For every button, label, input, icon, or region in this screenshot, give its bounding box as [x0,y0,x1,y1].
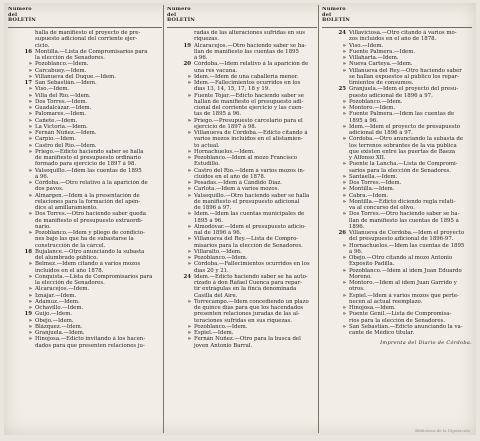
boletin-number: » [342,292,346,299]
entry-text: varios mozos incluidos en el alistamien- [194,136,303,143]
entry-text: Iznájar.—Idem. [35,292,77,299]
boletin-number: » [28,192,32,199]
boletin-number: » [28,67,32,74]
boletin-number: » [187,155,191,161]
boletin-number: » [342,192,346,199]
entry-text: cional del corriente ejercicio y las cuen- [194,105,304,111]
entry-list [322,30,472,336]
entry-text: Carpio.—Idem. [35,136,76,143]
column-header [8,7,162,28]
entry-text: otros. [349,286,365,293]
boletin-number: » [187,73,191,80]
entry-text: Blázquez.—Idem. [35,323,83,330]
entry-text: supuesto adicional del corriente ejer- [35,36,138,43]
entry-text: Dos Torres.—Otro haciendo saber se ha- [349,211,460,218]
boletin-number: » [342,67,346,74]
entry-text: Priego.—Edicto haciendo saber se halla [35,148,144,155]
entry-text: Carcabuey.—Idem. [35,67,87,74]
entry-text: Casilla del Aire. [194,292,238,299]
boletin-number: » [342,123,346,130]
entry-text: de 1896 á 97. [194,205,232,211]
boletin-number: » [28,130,32,136]
entry-text: Villanueva de Córdoba.—Idem el proyecto [349,230,465,236]
entry-text: Palomares.—Idem. [35,111,87,118]
entry-text: Ochavillo.—Idem. [35,305,84,311]
entry-text: Fuente Palmera.—Idem las cuentas de [349,111,455,118]
entry-text: llan de manifiesto las cuentas de 1895 á [349,217,459,224]
entry-text: Villaviciosa.—Otro citando á varios mo- [349,30,457,36]
entry-text: nal de 1896 á 96. [194,230,242,236]
entry-text: Idem.—Idem de una caballería menor. [194,73,299,80]
entry-text: va al concurso del olivo. [349,205,415,211]
entry-text: to actual. [194,142,220,149]
boletin-number: » [342,136,346,143]
entry-text: dice al amillaramiento. [35,205,98,211]
entry-text: la elección de Senadores. [35,55,105,61]
entry-text: formado para ejercicio de 1897 á 98. [35,161,137,168]
entry-text: de manifiesto el presupuesto adicional [194,198,300,205]
boletin-number: » [28,117,32,124]
entry-text: Belmez.—Idem citando á varios mozos [35,261,141,268]
entry-text: radas de las alteraciones sufridas en sus [194,30,305,36]
boletin-number: » [342,186,346,193]
boletin-number: » [342,161,346,168]
entry-text: Viso.—Idem. [35,86,70,93]
entry-text: Dos Torres.—Otro haciendo saber queda [35,211,146,218]
entry-text: y Alfonso XII. [349,155,386,161]
boletin-number: » [28,273,32,280]
entry-text: Posadas.—Idem á Cándido Díaz. [194,180,282,186]
entry-text: presenten relaciones juradas de las al- [194,311,300,318]
entry-text: 1895 á 96. [194,217,223,224]
boletin-number: » [187,236,191,243]
boletin-number: » [342,42,346,49]
entry-text: Adamuz.—Idem. [35,298,80,305]
entry-text: que existen entre las puertas de Baeza [349,148,456,155]
entry-text: tir extrágulas en la finca denominada [194,286,297,293]
entry-text: Castro del Río.—Idem á varios mozos in- [194,167,305,174]
entry-text: Villaharta.—Idem. [349,55,399,61]
entry-text: Córdoba.—Otro anunciando la subasta de [349,136,464,143]
entry-text: La Victoria.—Idem. [35,123,88,130]
entry-text: Villanueva del Rey.—Otro haciendo saber [349,67,462,74]
entry-text: Villanueva del Duque.—Idem. [35,73,116,80]
entry-text: Guadalcázar.—Idem. [35,105,92,111]
entry-text: Cañete.—Idem. [35,117,78,124]
entry-text: cluidos en el año de 1878. [194,173,266,180]
boletin-number: » [28,92,32,99]
boletin-number: » [342,198,346,205]
entry-text: hallan de manifiesto el presupuesto adi- [194,98,304,105]
header-line-3: BOLETÍN [8,17,37,23]
boletin-number: » [342,242,346,249]
boletin-number: 16 [24,48,32,55]
entry-text: Hornachuelos.—Idem. [194,148,255,155]
boletin-number: » [342,55,346,61]
entry-text: Dos Torres.—Idem. [349,180,402,186]
boletin-number: » [342,173,346,180]
boletin-number: » [342,211,346,218]
entry-text: Villa del Río.—Idem. [35,92,91,99]
entry-text: teraciones sufridas en sus riquezas. [194,317,292,324]
boletin-number: 19 [24,311,32,318]
boletin-page [4,3,476,435]
entry-text: Pozoblanco.—Idem. [349,98,403,105]
boletin-number: 17 [24,80,32,86]
boletin-number: 26 [338,230,346,236]
boletin-number: » [28,148,32,155]
boletin-number: » [28,286,32,293]
entry-text: tas de 1895 á 96. [194,111,242,118]
entry-text: Obejo.—Otro citando al mozo Antonio [349,255,453,261]
entry-text: Villanueva del Rey.—Lista de Compro- [194,236,299,243]
boletin-number: » [28,61,32,68]
boletin-number: » [342,111,346,118]
boletin-number: » [187,336,191,343]
boletin-number: » [187,80,191,86]
boletin-number: » [28,336,32,343]
entry-text: Castro del Río.—Idem. [35,142,97,149]
entry-text: Valsequillo.—Idem las cuentas de 1895 [35,167,142,174]
boletin-number: » [342,180,346,186]
header-line-3: BOLETÍN [322,17,351,23]
entry-text: dos pavos. [35,186,64,193]
entry-text: Conquista.—Lista de Compromisarios para [35,273,153,280]
column-divider [318,5,319,433]
entry-text: Fuente Tójar.—Edicto haciendo saber se [194,92,304,99]
header-line-3: BOLETÍN [167,17,196,23]
entry-text: una res vacuna. [194,67,238,74]
entry-text: Hinojosa.—Idem. [349,305,396,311]
entry-text: construcción de la cárcel. [35,242,106,249]
boletin-number: » [342,98,346,105]
entry-text: Alcaracejos.—Idem. [35,286,90,293]
entry-text: Almargen.—Idem á la presentación de [35,192,140,199]
entry-text: Pozoblanco.—Idem. [194,255,248,261]
entry-text: 1895 á 96. [349,117,378,124]
boletin-number: » [28,330,32,336]
boletin-number: » [342,105,346,111]
entry-text: Fernán Núñez.—Otro para la busca del [194,336,301,343]
entry-text: Pozoblanco.—Idem y pliego de condicio- [35,230,145,236]
boletin-number: » [28,261,32,268]
boletin-number: » [28,292,32,299]
entry-text: se hallan expuestos al público los repar- [349,73,459,80]
index-column-2 [167,7,317,431]
entry-line [322,330,472,336]
boletin-number: » [28,105,32,111]
entry-text: joven Antonio Barral. [194,342,253,349]
entry-text: Viso.—Idem. [349,42,384,49]
boletin-number: 20 [183,61,191,68]
entry-text: Santaella.—Idem. [349,173,398,180]
entry-text: de quince días para que los hacendados [194,305,304,311]
entry-text: de manifiesto el presupuesto extraordi- [35,217,143,224]
entry-text: Puente Genil.—Lista de Compromisa- [349,311,452,318]
entry-text: Carlota.—Idem á varios mozos. [194,186,280,193]
entry-text: rios para la elección de Senadores. [349,317,446,324]
entry-text: rizado á don Rafael Cuenca para repar- [194,280,303,286]
entry-text: llan de manifiesto las cuentas de 1895 [194,48,299,55]
boletin-number: » [187,130,191,136]
entry-text: Puente la Lancha.—Lista de Compromi- [349,161,458,168]
entry-text: halla de manifiesto el proyecto de pre- [35,30,141,36]
entry-text: Pozoblanco.—Idem. [194,323,248,330]
entry-list [167,30,317,349]
boletin-number: » [342,323,346,330]
entry-text: Montoro.—Idem al idem Juan Garrido y [349,280,457,286]
entry-text: Fernán Núñez.—Idem. [35,130,97,136]
entry-text: Cabra.—Idem. [349,192,389,199]
entry-text: Dos Torres.—Idem. [35,98,88,105]
boletin-number: » [187,186,191,193]
entry-text: Pozoblanco.—Idem al mozo Francisco [194,155,298,161]
entry-list [8,30,162,349]
boletin-number: 24 [338,30,346,36]
entry-text: la elección de Senadores. [35,280,105,286]
boletin-number: 24 [183,273,191,280]
entry-text: Granjuela.—Idem el proyecto del presu- [349,86,459,93]
entry-text: Almodóvar.—Idem el presupuesto adicio- [194,223,306,230]
entry-text: Montilla.—Lista de Compromisarios para [35,48,148,55]
header-line-2: del [167,11,177,18]
boletin-number: » [28,111,32,118]
entry-text: Alcaracejos.—Otro haciendo saber se ha- [194,42,307,49]
boletin-number: » [342,61,346,68]
index-column-1 [8,7,162,431]
entry-text: nario. [35,223,51,230]
entry-text: del presupuesto adicional de 1896-97. [349,236,454,243]
boletin-number: » [187,255,191,261]
entry-text: Córdoba.—Idem relativo á la aparición de [194,61,309,68]
boletin-number: » [187,192,191,199]
boletin-number: » [187,261,191,268]
boletin-number: » [28,167,32,174]
entry-text: Espiel.—Idem á varios mozos que perte- [349,292,459,299]
entry-text: Guijo.—Idem. [35,311,73,318]
boletin-number: » [28,298,32,305]
entry-text: Villanueva de Córdoba.—Edicto citando á [194,130,308,136]
boletin-number: » [187,298,191,305]
boletin-number: » [187,92,191,99]
entry-text: San Sebastián.—Edicto anunciando la va- [349,323,463,330]
boletin-number: » [28,136,32,143]
entry-text: puesto adicional de 1896 á 97. [349,92,433,99]
entry-text: Hinojosa.—Edicto invitando á los hacen- [35,336,146,343]
entry-text: cante de Médico titular. [349,330,415,336]
entry-text: misarios para la elección de Senadores. [194,242,303,249]
boletin-number: » [187,211,191,218]
entry-text: adicional de 1896 á 97. [349,130,413,136]
entry-text: Nueva Carteya.—Idem. [349,61,413,68]
entry-text: incluidos en el año 1878. [35,267,104,274]
entry-text: Montilla.—Idem. [349,186,395,193]
entry-text: cicio. [35,42,50,49]
entry-text: necen al actual reemplazo. [349,298,423,305]
printer-imprint: Imprenta del Diario de Córdoba. [380,340,472,347]
entry-text: á 96. [349,248,363,255]
watermark-text: Biblioteca de la Diputación [415,428,470,433]
header-line-1: Número [167,7,191,12]
entry-text: Pozoblanco.—Idem al idem Juan Eduardo [349,267,462,274]
boletin-number: » [342,280,346,286]
boletin-number: 25 [338,86,346,93]
boletin-number: » [342,311,346,318]
entry-text: Idem.—Idem el proyecto de presupuesto [349,123,460,130]
entry-line [167,343,317,349]
boletin-number: » [28,230,32,236]
entry-text: á 96. [194,55,208,61]
entry-text: zos incluidos en el año de 1878. [349,36,437,43]
entry-text: Montoro.—Idem. [349,105,396,111]
entry-text: Idem.—Edicto haciendo saber se ha auto- [194,273,308,280]
entry-text: Villaralto.—Idem. [194,248,242,255]
entry-line [8,343,162,349]
boletin-number: » [187,167,191,174]
entry-text: días 20 y 21. [194,267,229,274]
entry-text: Montilla.—Edicto diciendo regla relati- [349,198,456,205]
entry-text: Córdoba.—Otro relativo á la aparición de [35,180,148,186]
entry-text: Pozoblanco.—Idem. [35,61,89,68]
entry-text: dados para que presenten relaciones ju- [35,342,145,349]
entry-text: ejercicio de 1897 á 98. [194,123,257,130]
column-header [167,7,317,28]
boletin-number: » [342,267,346,274]
boletin-number: » [187,117,191,124]
entry-text: Priego.—Presupuesto carcelario para el [194,117,303,124]
entry-text: Idem.—Fallecimientos ocurridos en los [194,80,301,86]
boletin-number: » [28,123,32,130]
boletin-number: » [28,73,32,80]
entry-text: sarios para la elección de Senadores. [349,167,451,174]
boletin-number: » [187,248,191,255]
entry-text: relaciones para la formación del apén- [35,198,141,205]
boletin-number: » [28,323,32,330]
entry-text: Obejo.—Idem. [35,317,74,324]
entry-text: Valsequillo.—Otro haciendo saber se halla [194,192,310,199]
entry-text: San Sebastián.—Idem. [35,80,97,86]
boletin-number: » [342,305,346,311]
header-line-2: del [322,11,332,18]
header-line-2: del [8,11,18,18]
entry-text: los terrenos sobrantes de la vía pública [349,142,457,149]
boletin-number: » [28,98,32,105]
entry-text: Moreno. [349,273,372,280]
column-divider [163,5,164,433]
boletin-number: » [342,255,346,261]
boletin-number: » [187,330,191,336]
boletin-number: » [28,142,32,149]
boletin-number: 19 [183,42,191,49]
boletin-number: » [187,323,191,330]
entry-text: Córdoba.—Fallecimientos ocurridos en los [194,261,310,268]
boletin-number: » [28,305,32,311]
entry-text: Idem.—Idem las cuentas municipales de [194,211,305,218]
entry-text: á 96. [35,173,49,180]
boletin-number: » [342,48,346,55]
column-header [322,7,472,28]
entry-text: Espiel.—Idem. [194,330,234,336]
boletin-number: » [187,180,191,186]
entry-text: Bujalance.—Otro anunciando la subasta [35,248,145,255]
boletin-number: » [187,223,191,230]
boletin-number: » [28,317,32,324]
entry-text: riquezas. [194,36,219,43]
entry-text: Hornachuelos.—Idem las cuentas de 1895 [349,242,465,249]
entry-text: timientos de consumos. [349,80,414,86]
boletin-number: » [28,86,32,93]
boletin-number: » [28,180,32,186]
boletin-number: 18 [24,248,32,255]
entry-text: nes bajo las que ha de subastarse la [35,236,134,243]
header-line-1: Número [322,7,346,12]
entry-text: Fuente Palmera.—Idem. [349,48,416,55]
entry-text: Torrecampo.—Idem concediendo un plazo [194,298,309,305]
entry-text: Granjuela.—Idem. [35,330,85,336]
index-column-3 [322,7,472,431]
entry-text: Expósito Padilla. [349,261,395,268]
entry-text: 1896. [349,223,365,230]
entry-text: del alumbrado público. [35,255,98,261]
header-line-1: Número [8,7,32,12]
entry-text: Estudillo. [194,161,220,168]
boletin-number: » [187,148,191,155]
boletin-number: » [28,211,32,218]
entry-text: días 13, 14, 15, 17, 18 y 19. [194,86,270,93]
entry-text: de manifiesto el presupuesto ordinario [35,155,141,161]
